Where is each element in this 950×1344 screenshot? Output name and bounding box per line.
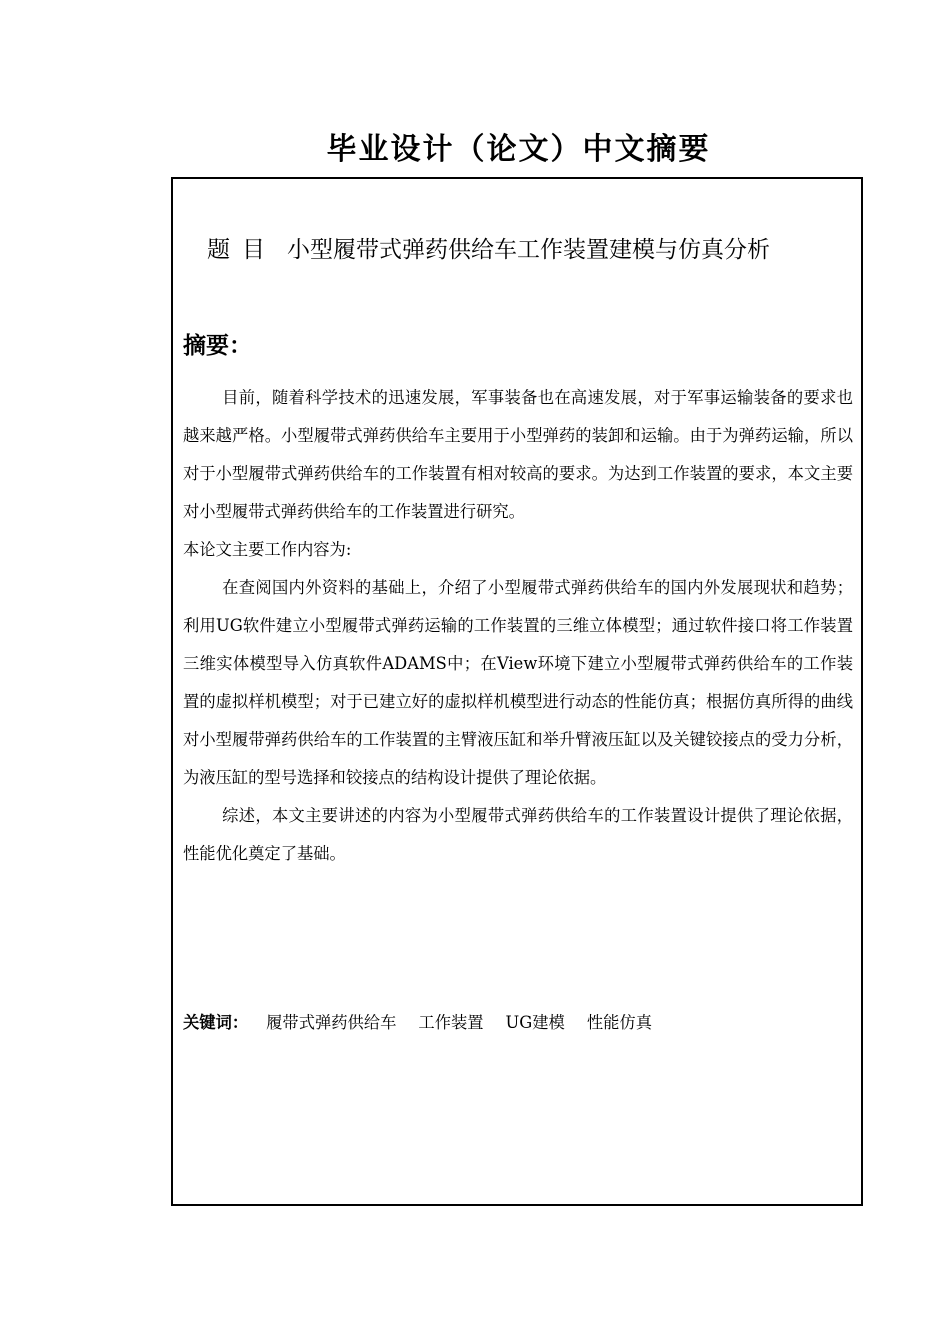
keyword-item: 工作装置	[418, 1013, 484, 1032]
keywords-row	[183, 1008, 674, 1038]
keywords-label: 关键词：	[183, 1013, 249, 1032]
keyword-item: 性能仿真	[586, 1013, 652, 1032]
abstract-frame	[171, 177, 863, 1206]
abstract-paragraph-4: 综述，本文主要讲述的内容为小型履带式弹药供给车的工作装置设计提供了理论依据，性能优化奠定了基础。	[183, 806, 853, 863]
abstract-heading: 摘要：	[183, 333, 252, 359]
keyword-item: UG建模	[505, 1013, 565, 1032]
abstract-body	[183, 379, 853, 873]
topic-value: 小型履带式弹药供给车工作装置建模与仿真分析	[287, 236, 770, 263]
abstract-paragraph-1: 目前，随着科学技术的迅速发展，军事装备也在高速发展，对于军事运输装备的要求也越来越严格。小型履带式弹药供给车主要用于小型弹药的装卸和运输。由于为弹药运输，所以对于小型履带式弹药供给车的工作装置有相对较高的要求。为达到工作装置的要求，本文主要对小型履带式弹药供给车的工作装置进行研究。	[183, 388, 853, 521]
topic-row	[207, 229, 770, 265]
document-title: 毕业设计（论文）中文摘要	[326, 132, 711, 167]
keyword-item: 履带式弹药供给车	[266, 1013, 397, 1032]
abstract-paragraph-3: 在查阅国内外资料的基础上，介绍了小型履带式弹药供给车的国内外发展现状和趋势；利用UG软件建立小型履带式弹药运输的工作装置的三维立体模型；通过软件接口将工作装置三维实体模型导入仿真软件ADAMS中；在View环境下建立小型履带式弹药供给车的工作装置的虚拟样机模型；对于已建立好的虚拟样机模型进行动态的性能仿真；根据仿真所得的曲线对小型履带弹药供给车的工作装置的主臂液压缸和举升臂液压缸以及关键铰接点的受力分析，为液压缸的型号选择和铰接点的结构设计提供了理论依据。	[183, 578, 853, 787]
topic-label: 题目	[207, 236, 277, 263]
abstract-paragraph-2: 本论文主要工作内容为:	[183, 540, 352, 559]
